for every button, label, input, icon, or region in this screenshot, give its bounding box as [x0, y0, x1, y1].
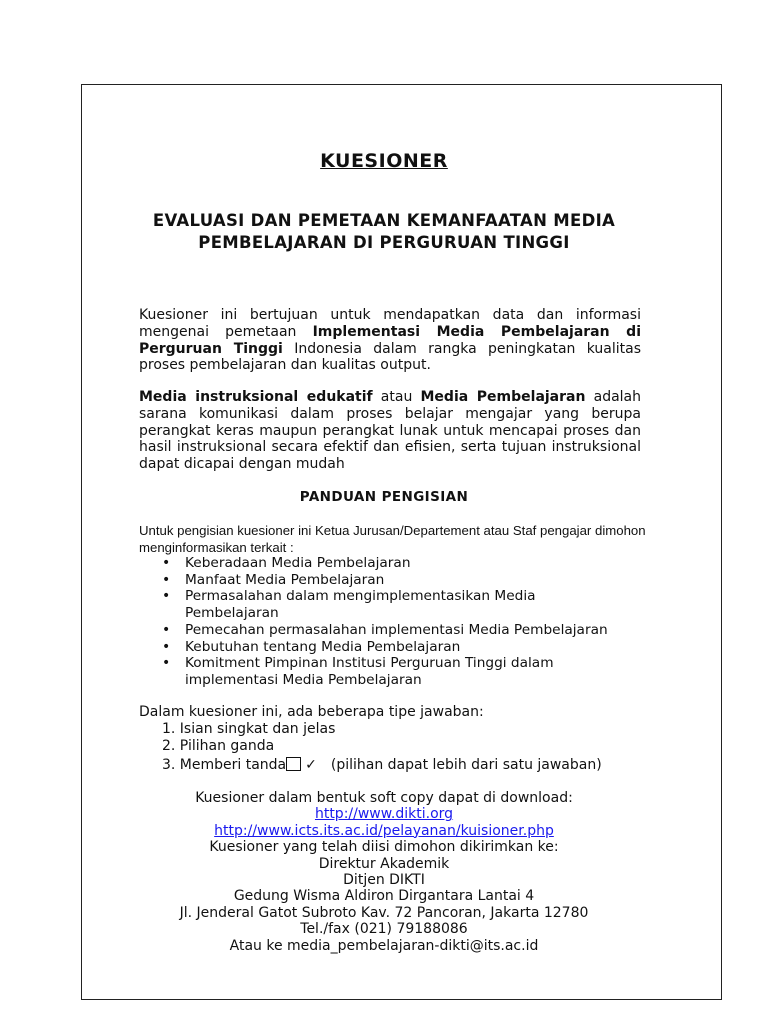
intro-paragraph-2	[139, 389, 641, 473]
subtitle-line-1: EVALUASI DAN PEMETAAN KEMANFAATAN MEDIA	[152, 211, 616, 230]
address-line-1: Direktur Akademik	[318, 855, 450, 872]
document-subtitle	[120, 210, 648, 254]
intro-p1-bold: Implementasi Media Pembelajaran di Perguruan Tinggi	[139, 323, 642, 357]
intro-p2-bold-1: Media instruksional edukatif	[139, 389, 373, 405]
guide-intro: Untuk pengisian kuesioner ini Ketua Jurusan/Departement atau Staf pengajar dimohon menginformasikan terkait :	[139, 523, 646, 555]
intro-p2-bold-2: Media Pembelajaran	[420, 389, 586, 405]
dikti-link[interactable]: http://www.dikti.org	[314, 806, 454, 823]
intro-p2-text-b: adalah sarana komunikasi dalam proses belajar mengajar yang berupa perangkat keras maupun perangkat lunak untuk mencapai proses dan hasil instruksional secara efektif dan efisien, serta tujuan instruksional dapat dicapai dengan mudah	[139, 389, 642, 473]
answer-type-3	[162, 757, 602, 774]
phone-fax: Tel./fax (021) 79188086	[300, 921, 468, 938]
list-item: • Komitment Pimpinan Institusi Perguruan Tinggi dalam implementasi Media Pembelajaran	[159, 655, 629, 688]
address-line-4: Jl. Jenderal Gatot Subroto Kav. 72 Pancoran, Jakarta 12780	[179, 904, 589, 921]
check-mark-icon: ✓	[305, 757, 317, 773]
checkbox-icon	[286, 757, 301, 771]
guide-heading: PANDUAN PENGISIAN	[299, 489, 469, 505]
document-title: KUESIONER	[320, 150, 448, 172]
download-text: Kuesioner dalam bentuk soft copy dapat di download:	[195, 790, 573, 806]
answer-types-list	[162, 721, 602, 774]
intro-p1-text-b: Indonesia dalam rangka peningkatan kualitas proses pembelajaran dan kualitas output.	[139, 340, 641, 374]
guide-bullet-list	[159, 555, 629, 689]
answer-type-2: 2. Pilihan ganda	[162, 738, 275, 754]
list-item: • Manfaat Media Pembelajaran	[159, 572, 629, 589]
email-line: Atau ke media_pembelajaran-dikti@its.ac.id	[229, 937, 539, 954]
kuisioner-link[interactable]: http://www.icts.its.ac.id/pelayanan/kuisioner.php	[214, 822, 554, 839]
answer-type-3-label: 3. Memberi tanda	[162, 757, 287, 773]
list-item: • Pemecahan permasalahan implementasi Media Pembelajaran	[159, 622, 629, 639]
answer-type-1: 1. Isian singkat dan jelas	[162, 721, 336, 737]
send-text: Kuesioner yang telah diisi dimohon dikirimkan ke:	[209, 839, 559, 856]
intro-p1-text-a: Kuesioner ini bertujuan untuk mendapatkan data dan informasi mengenai pemetaan	[139, 307, 641, 340]
answer-type-3-note: (pilihan dapat lebih dari satu jawaban)	[330, 757, 602, 773]
address-line-2: Ditjen DIKTI	[343, 872, 425, 889]
list-item: • Permasalahan dalam mengimplementasikan Media Pembelajaran	[159, 588, 629, 621]
answers-intro: Dalam kuesioner ini, ada beberapa tipe jawaban:	[139, 704, 484, 720]
intro-p2-text-a: atau	[372, 389, 421, 405]
intro-paragraph-1	[139, 307, 641, 374]
contact-block	[0, 790, 768, 954]
list-item: • Kebutuhan tentang Media Pembelajaran	[159, 639, 629, 656]
list-item: • Keberadaan Media Pembelajaran	[159, 555, 629, 572]
address-line-3: Gedung Wisma Aldiron Dirgantara Lantai 4	[233, 888, 535, 905]
subtitle-line-2: PEMBELAJARAN DI PERGURUAN TINGGI	[198, 233, 570, 252]
